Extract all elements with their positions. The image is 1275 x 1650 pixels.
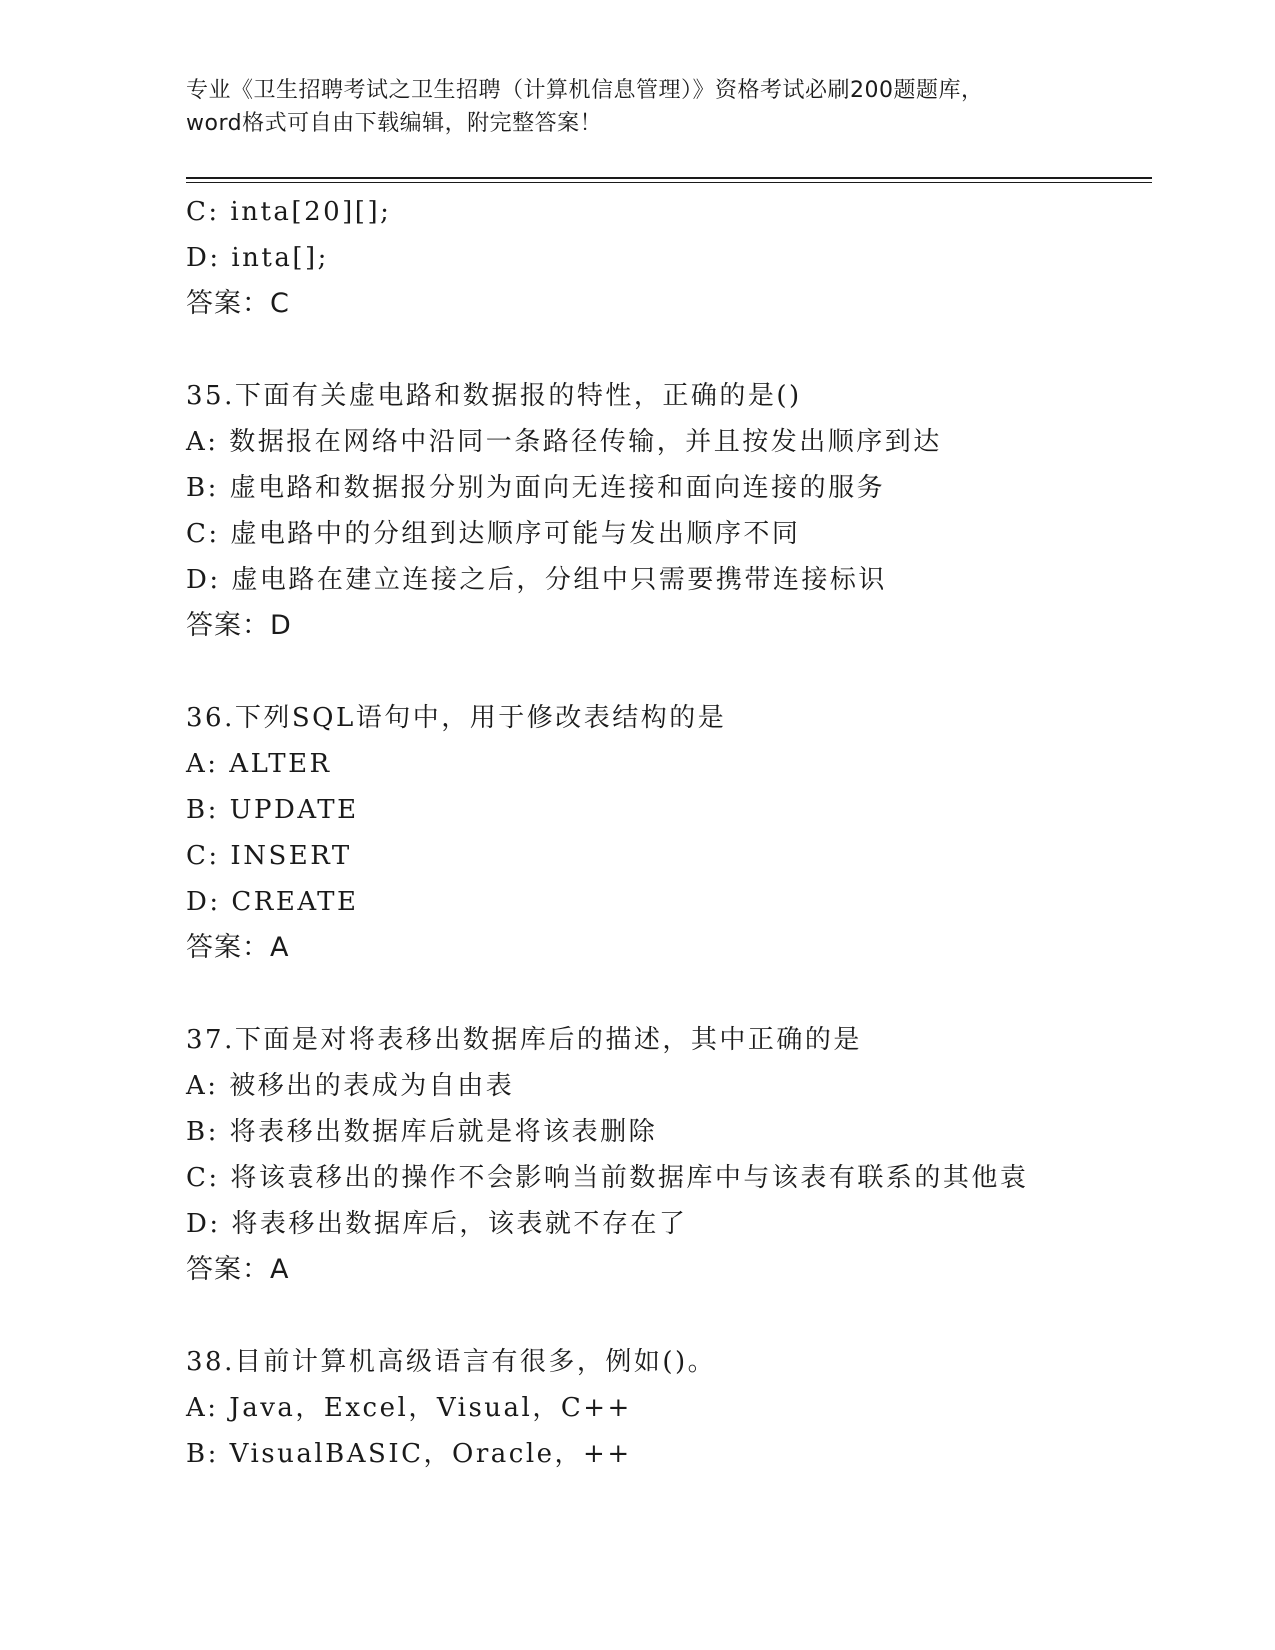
- answer-text: 答案：A: [186, 1254, 290, 1285]
- spacer: [186, 649, 1152, 695]
- header-divider-thin: [186, 182, 1152, 183]
- option-c: C: 将该袁移出的操作不会影响当前数据库中与该表有联系的其他袁: [186, 1163, 1029, 1193]
- answer-text: 答案：C: [186, 288, 290, 319]
- option-d: D: CREATE: [186, 887, 359, 917]
- header-line-2: word格式可自由下载编辑，附完整答案！: [186, 111, 603, 136]
- spacer: [186, 1293, 1152, 1339]
- option-c: C: 虚电路中的分组到达顺序可能与发出顺序不同: [186, 519, 801, 549]
- question-stem: 35.下面有关虚电路和数据报的特性，正确的是(): [186, 381, 802, 411]
- option-b: B: 虚电路和数据报分别为面向无连接和面向连接的服务: [186, 473, 886, 503]
- option-d: D: 将表移出数据库后，该表就不存在了: [186, 1209, 688, 1239]
- spacer: [186, 971, 1152, 1017]
- answer-text: 答案：A: [186, 932, 290, 963]
- option-b: B: UPDATE: [186, 795, 359, 825]
- option-a: A: ALTER: [186, 749, 332, 779]
- question-37: [186, 1017, 1152, 1293]
- option-b: B: VisualBASIC，Oracle，++: [186, 1439, 632, 1469]
- option-a: A: 被移出的表成为自由表: [186, 1071, 515, 1101]
- header-line-1: 专业《卫生招聘考试之卫生招聘（计算机信息管理）》资格考试必刷200题题库，: [186, 78, 984, 103]
- document-header: [186, 74, 1086, 140]
- question-stem: 38.目前计算机高级语言有很多，例如()。: [186, 1347, 717, 1377]
- option-d: D: inta[];: [186, 243, 329, 273]
- question-36: [186, 695, 1152, 971]
- option-b: B: 将表移出数据库后就是将该表删除: [186, 1117, 658, 1147]
- option-a: A: Java，Excel，Visual，C++: [186, 1393, 632, 1423]
- option-d: D: 虚电路在建立连接之后，分组中只需要携带连接标识: [186, 565, 887, 595]
- question-stem: 36.下列SQL语句中，用于修改表结构的是: [186, 703, 727, 733]
- question-34-tail: [186, 189, 1152, 327]
- option-c: C: inta[20][];: [186, 197, 392, 227]
- option-a: A: 数据报在网络中沿同一条路径传输，并且按发出顺序到达: [186, 427, 942, 457]
- question-38: [186, 1339, 1152, 1477]
- question-list: [186, 189, 1152, 1477]
- question-35: [186, 373, 1152, 649]
- option-c: C: INSERT: [186, 841, 352, 871]
- spacer: [186, 327, 1152, 373]
- question-stem: 37.下面是对将表移出数据库后的描述，其中正确的是: [186, 1025, 862, 1055]
- answer-text: 答案：D: [186, 610, 292, 641]
- header-divider-thick: [186, 177, 1152, 179]
